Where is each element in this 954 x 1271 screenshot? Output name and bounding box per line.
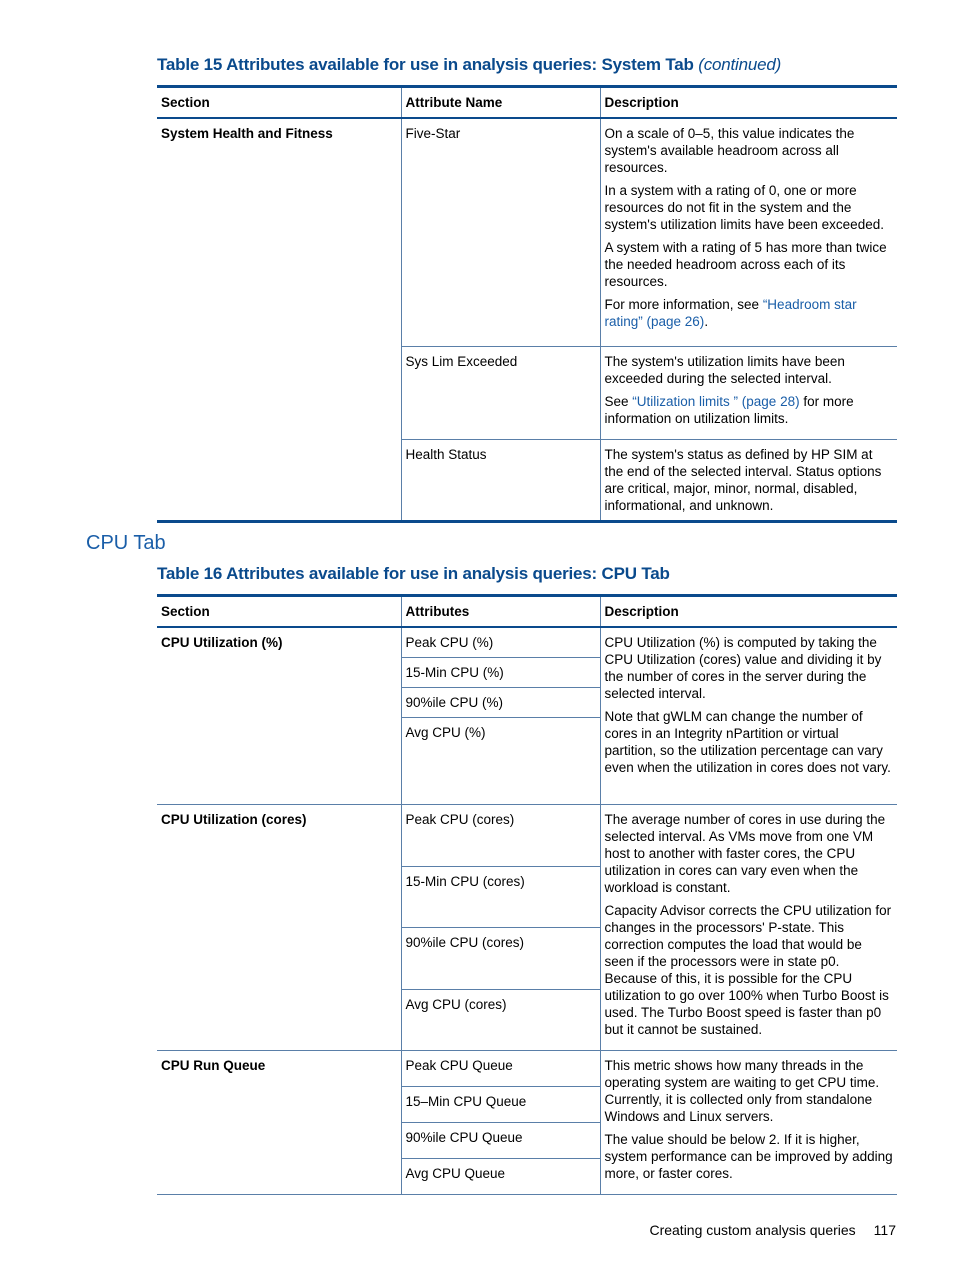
description-cell <box>600 627 897 805</box>
description-paragraph: A system with a rating of 5 has more than twice the needed headroom across each of its resources. <box>604 240 887 289</box>
utilization-limits-link[interactable]: “Utilization limits ” (page 28) <box>632 394 800 409</box>
description-cell <box>600 347 897 440</box>
description-paragraph: On a scale of 0–5, this value indicates the system's available headroom across all resources. <box>604 126 855 175</box>
cpu-tab-heading: CPU Tab <box>86 532 166 554</box>
description-paragraph: In a system with a rating of 0, one or more resources do not fit in the system and the system's utilization limits have been exceeded. <box>604 183 884 232</box>
table-16-caption: Table 16 Attributes available for use in analysis queries: CPU Tab <box>157 564 670 583</box>
attribute-cell: 90%ile CPU (cores) <box>401 928 600 990</box>
text: See <box>604 394 633 409</box>
table-15-caption <box>157 55 781 75</box>
description-paragraph: Note that gWLM can change the number of cores in an Integrity nPartition or virtual partition, so the utilization percentage can vary even when the utilization in cores does not vary. <box>604 709 891 775</box>
table-row <box>157 805 897 867</box>
section-cell: CPU Utilization (cores) <box>157 805 401 1051</box>
col-header-description: Description <box>600 87 897 119</box>
footer-title: Creating custom analysis queries <box>649 1222 856 1238</box>
attribute-cell: Peak CPU (%) <box>401 627 600 658</box>
col-header-attribute-name: Attribute Name <box>401 87 600 119</box>
text: For more information, see <box>604 297 763 312</box>
description-paragraph <box>605 296 894 330</box>
text: for more information on utilization limits. <box>604 394 854 426</box>
description-paragraph: The average number of cores in use during the selected interval. As VMs move from one VM host to another with faster cores, the CPU utilization in cores can vary even when the workload is constant. <box>604 812 886 895</box>
col-header-section: Section <box>157 596 401 628</box>
description-cell <box>600 805 897 1051</box>
table-15-title: Table 15 Attributes available for use in analysis queries: System Tab <box>157 55 694 74</box>
page-footer <box>649 1222 896 1238</box>
section-cell: CPU Run Queue <box>157 1051 401 1195</box>
table-16 <box>157 594 897 1195</box>
col-header-section: Section <box>157 87 401 119</box>
page-number: 117 <box>873 1222 896 1238</box>
attribute-cell: Peak CPU Queue <box>401 1051 600 1087</box>
table-row <box>157 1051 897 1087</box>
description-paragraph: CPU Utilization (%) is computed by taking the CPU Utilization (cores) value and dividing it by the number of cores in the server during the selected interval. <box>604 635 882 701</box>
description-paragraph: Capacity Advisor corrects the CPU utilization for changes in the processors' P-state. This correction computes the load that would be seen if the processors were in state p0. Because of this, it is possible for the CPU utilization to go over 100% when Turbo Boost is used. The Turbo Boost speed is faster than p0 but it cannot be sustained. <box>604 903 892 1037</box>
attribute-cell: 15-Min CPU (cores) <box>401 866 600 928</box>
table-15-continued: (continued) <box>698 55 782 74</box>
headroom-star-rating-link[interactable]: “Headroom star rating” (page 26) <box>604 297 857 329</box>
attribute-cell: 15-Min CPU (%) <box>401 658 600 688</box>
section-cell: CPU Utilization (%) <box>157 627 401 805</box>
section-cell: System Health and Fitness <box>157 118 401 522</box>
table-row <box>157 627 897 658</box>
col-header-attributes: Attributes <box>401 596 600 628</box>
description-paragraph: The value should be below 2. If it is higher, system performance can be improved by adding more, or faster cores. <box>604 1132 893 1181</box>
attribute-cell: Health Status <box>401 440 600 522</box>
description-paragraph: The system's status as defined by HP SIM at the end of the selected interval. Status options are critical, major, minor, normal, disabled, informational, and unknown. <box>604 447 882 513</box>
attribute-cell: 90%ile CPU (%) <box>401 688 600 718</box>
table-15 <box>157 85 897 523</box>
description-paragraph: This metric shows how many threads in the operating system are waiting to get CPU time. Currently, it is collected only from standalone Windows and Linux servers. <box>604 1058 880 1124</box>
attribute-cell: Avg CPU (cores) <box>401 989 600 1051</box>
table-row <box>157 118 897 347</box>
attribute-cell: Five-Star <box>401 118 600 347</box>
description-cell <box>600 118 897 347</box>
text: . <box>704 314 709 329</box>
attribute-cell: Avg CPU Queue <box>401 1159 600 1195</box>
description-paragraph <box>605 393 894 427</box>
description-cell <box>600 440 897 522</box>
description-paragraph: The system's utilization limits have been exceeded during the selected interval. <box>604 354 845 386</box>
description-cell <box>600 1051 897 1195</box>
col-header-description: Description <box>600 596 897 628</box>
attribute-cell: 15–Min CPU Queue <box>401 1087 600 1123</box>
attribute-cell: Peak CPU (cores) <box>401 805 600 867</box>
attribute-cell: Sys Lim Exceeded <box>401 347 600 440</box>
attribute-cell: 90%ile CPU Queue <box>401 1123 600 1159</box>
attribute-cell: Avg CPU (%) <box>401 718 600 805</box>
